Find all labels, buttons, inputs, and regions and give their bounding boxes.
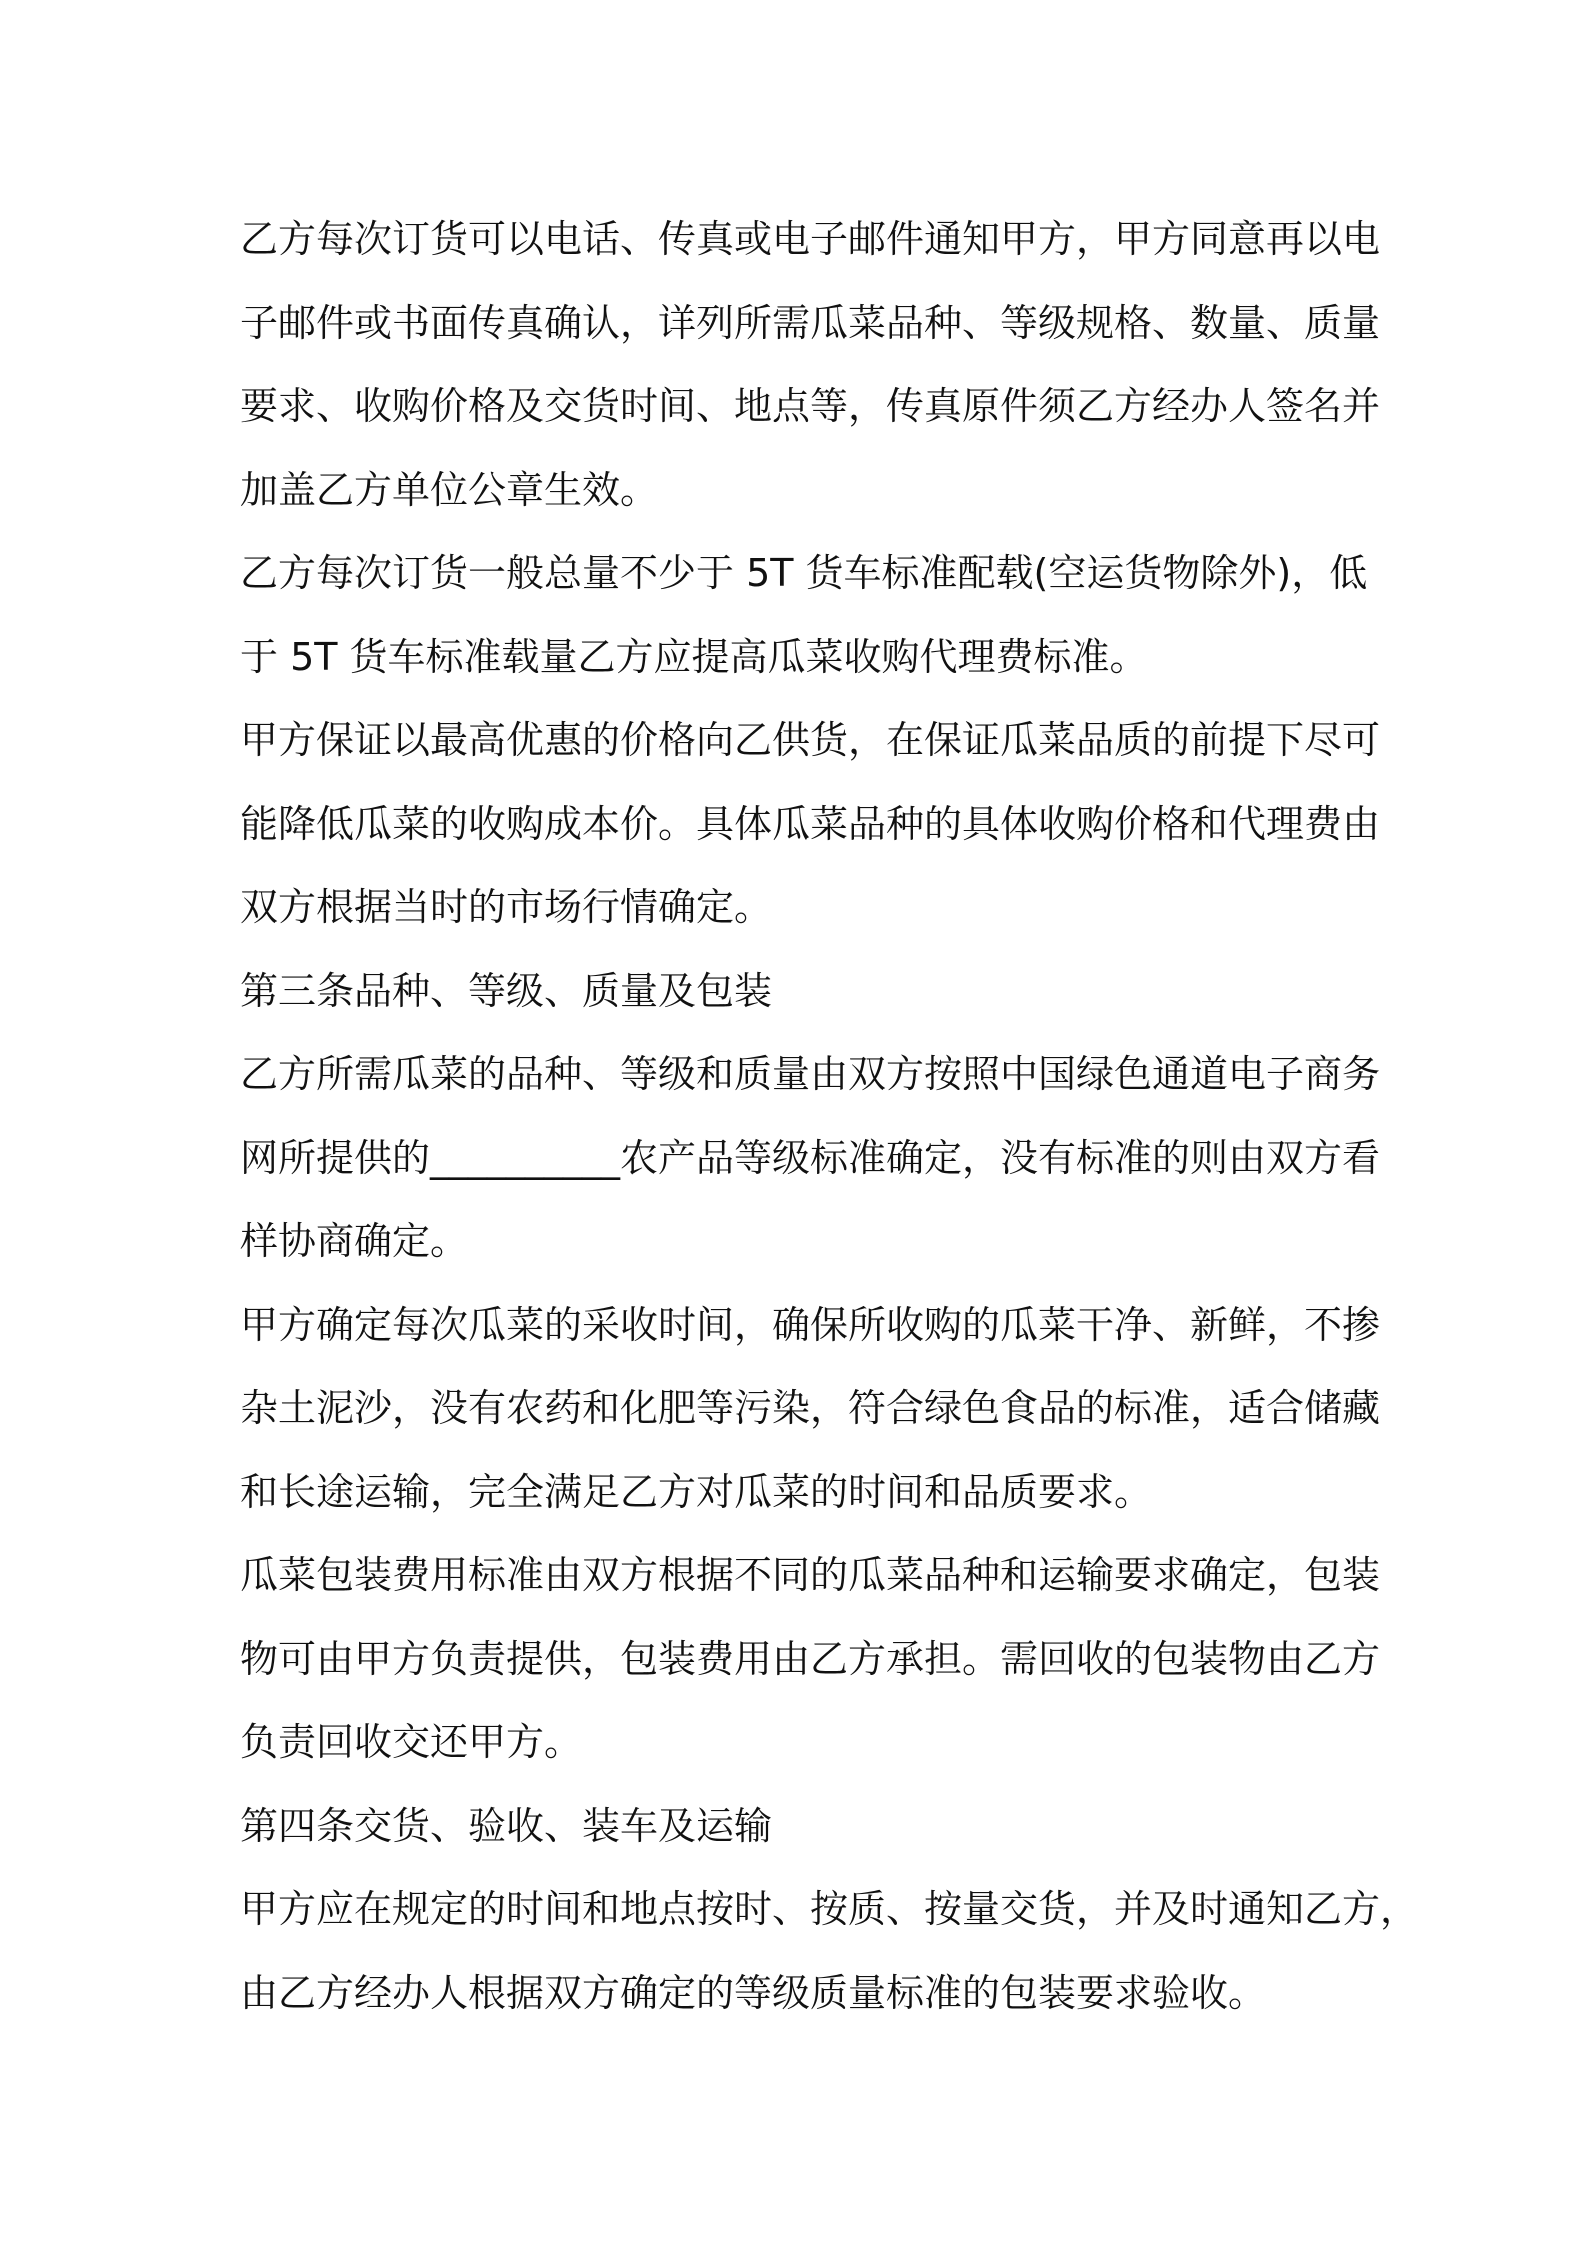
text-line: 样协商确定。 <box>240 1219 469 1263</box>
text-line: 要求、收购价格及交货时间、地点等，传真原件须乙方经办人签名并 <box>240 384 1381 428</box>
text-line: 瓜菜包装费用标准由双方根据不同的瓜菜品种和运输要求确定，包装 <box>240 1553 1381 1597</box>
text-line: 甲方应在规定的时间和地点按时、按质、按量交货，并及时通知乙方， <box>240 1887 1419 1931</box>
text-line: 于 5T 货车标准载量乙方应提高瓜菜收购代理费标准。 <box>240 634 1148 679</box>
text-line: 负责回收交还甲方。 <box>240 1720 583 1764</box>
text-line: 甲方确定每次瓜菜的采收时间，确保所收购的瓜菜干净、新鲜，不掺 <box>240 1302 1381 1347</box>
text-line: 由乙方经办人根据双方确定的等级质量标准的包装要求验收。 <box>240 1970 1267 2015</box>
document-body <box>240 198 1419 2035</box>
text-line: 乙方所需瓜菜的品种、等级和质量由双方按照中国绿色通道电子商务 <box>240 1052 1381 1096</box>
text-line: 甲方保证以最高优惠的价格向乙供货，在保证瓜菜品质的前提下尽可 <box>240 718 1381 762</box>
text-line: 能降低瓜菜的收购成本价。具体瓜菜品种的具体收购价格和代理费由 <box>240 801 1381 846</box>
section-heading: 第三条品种、等级、质量及包装 <box>240 968 773 1013</box>
text-line: 乙方每次订货一般总量不少于 5T 货车标准配载(空运货物除外)，低 <box>240 551 1368 595</box>
text-line: 加盖乙方单位公章生效。 <box>240 467 659 512</box>
text-line: 双方根据当时的市场行情确定。 <box>240 885 773 929</box>
section-heading: 第四条交货、验收、装车及运输 <box>240 1803 773 1848</box>
text-line: 网所提供的__________农产品等级标准确定，没有标准的则由双方看 <box>240 1135 1381 1180</box>
text-line: 和长途运输，完全满足乙方对瓜菜的时间和品质要求。 <box>240 1469 1153 1514</box>
text-line: 乙方每次订货可以电话、传真或电子邮件通知甲方，甲方同意再以电 <box>240 217 1381 261</box>
text-line: 杂土泥沙，没有农药和化肥等污染，符合绿色食品的标准，适合储藏 <box>240 1386 1381 1430</box>
text-line: 子邮件或书面传真确认，详列所需瓜菜品种、等级规格、数量、质量 <box>240 300 1381 345</box>
text-line: 物可由甲方负责提供，包装费用由乙方承担。需回收的包装物由乙方 <box>240 1636 1381 1681</box>
